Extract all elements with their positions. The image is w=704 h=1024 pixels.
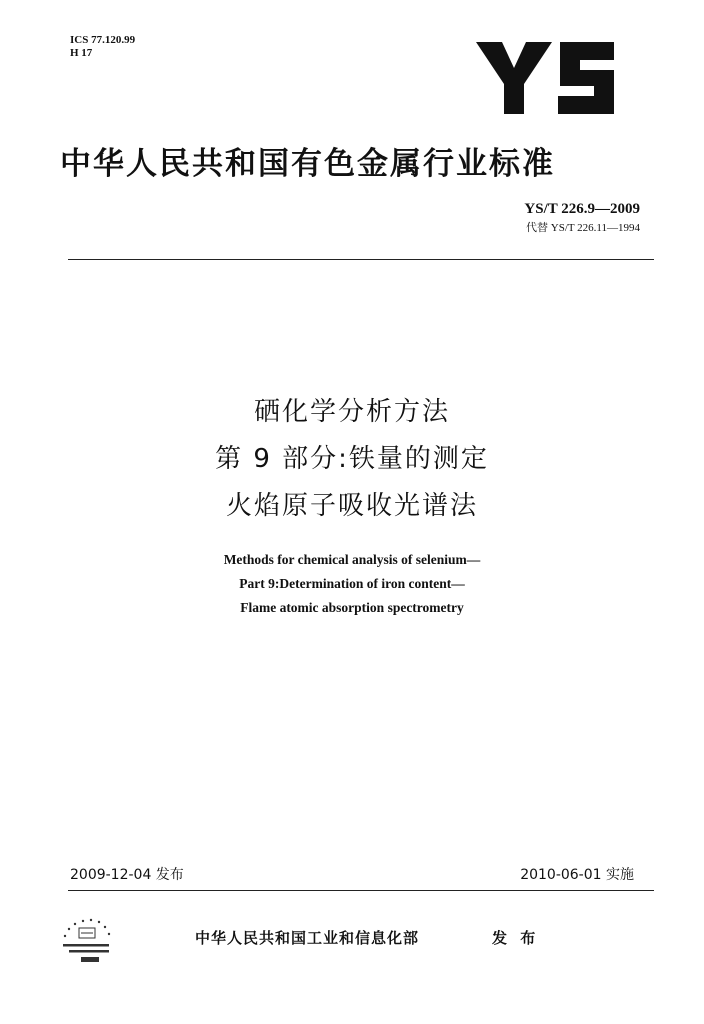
- industry-standard-title: 中华人民共和国有色金属行业标准: [60, 146, 555, 182]
- classification-codes: [70, 34, 135, 60]
- english-title-line-2: Part 9:Determination of iron content—: [239, 576, 465, 591]
- standard-number-block: [524, 201, 640, 235]
- replaced-standard: 代替 YS/T 226.11—1994: [526, 222, 640, 234]
- top-divider: [68, 259, 654, 260]
- ccs-code: H 17: [70, 47, 93, 59]
- chinese-title-line-1: 硒化学分析方法: [253, 397, 450, 427]
- ics-code: ICS 77.120.99: [70, 34, 136, 46]
- anti-counterfeit-stamp-icon: [55, 916, 127, 972]
- issue-label: 发 布: [492, 929, 540, 947]
- chinese-title-line-2: 第 9 部分:铁量的测定: [215, 444, 489, 474]
- english-title-line-3: Flame atomic absorption spectrometry: [240, 600, 464, 615]
- ys-logo: [474, 38, 616, 118]
- effective-date: 2010-06-01 实施: [520, 867, 634, 883]
- standard-number: YS/T 226.9—2009: [524, 201, 640, 217]
- english-title-line-1: Methods for chemical analysis of selenium—: [223, 552, 481, 567]
- issuing-authority: 中华人民共和国工业和信息化部: [195, 929, 420, 947]
- issue-date: 2009-12-04 发布: [70, 867, 184, 883]
- chinese-title-line-3: 火焰原子吸收光谱法: [225, 491, 478, 521]
- bottom-divider: [68, 890, 654, 891]
